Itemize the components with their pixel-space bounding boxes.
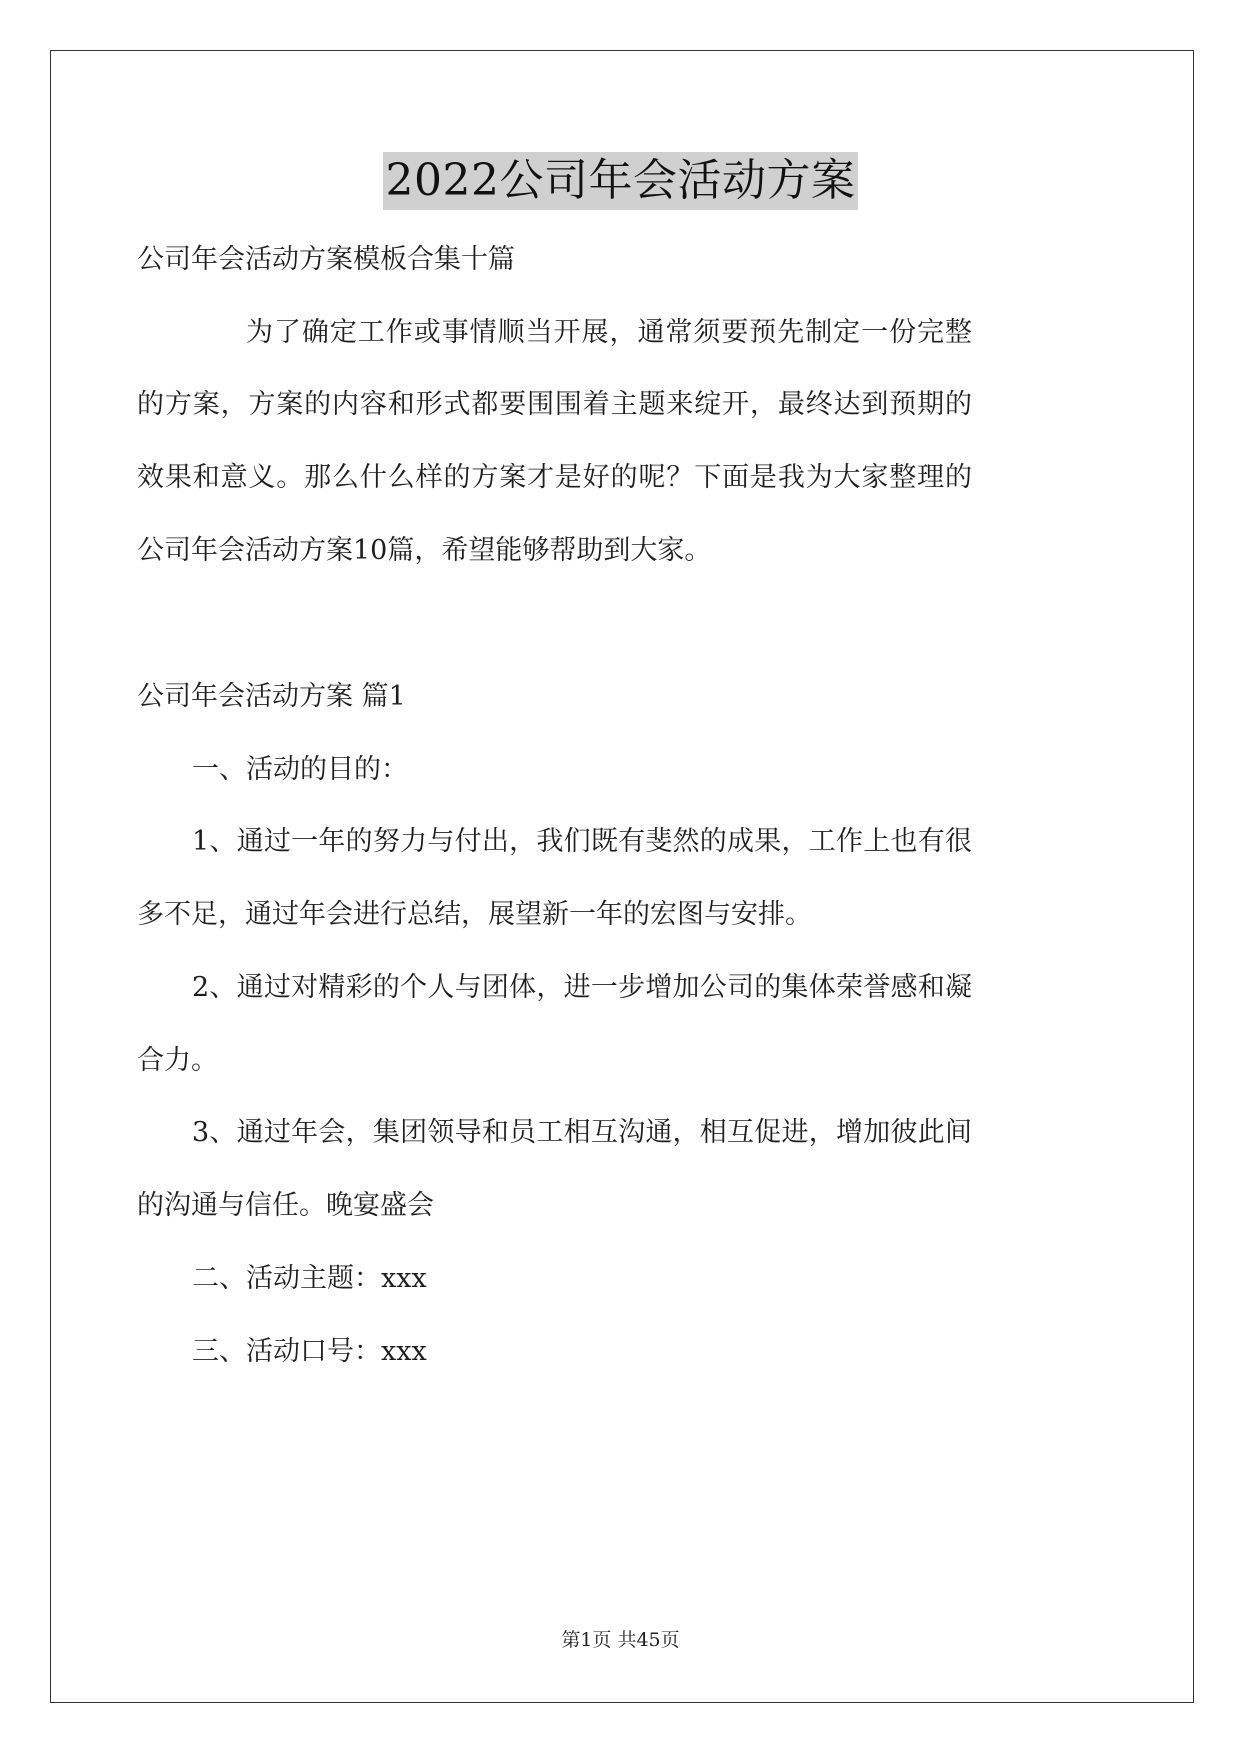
intro-line-4: 公司年会活动方案10篇，希望能够帮助到大家。 — [137, 535, 712, 566]
item3-slogan: 三、活动口号：xxx — [192, 1336, 427, 1367]
intro-line-2: 的方案，方案的内容和形式都要围围着主题来绽开，最终达到预期的 — [137, 389, 972, 420]
item2-theme: 二、活动主题：xxx — [192, 1263, 427, 1294]
document-title: 2022公司年会活动方案 — [383, 152, 859, 210]
item1-heading: 一、活动的目的： — [192, 754, 408, 785]
intro-line-3: 效果和意义。那么什么样的方案才是好的呢？下面是我为大家整理的 — [137, 462, 972, 493]
title-container — [0, 152, 1241, 210]
point2-line-1: 2、通过对精彩的个人与团体，进一步增加公司的集体荣誉感和凝 — [192, 972, 972, 1003]
intro-line-1: 为了确定工作或事情顺当开展，通常须要预先制定一份完整 — [246, 317, 972, 348]
section-heading: 公司年会活动方案 篇1 — [137, 681, 406, 712]
point2-line-2: 合力。 — [137, 1045, 218, 1076]
point3-line-1: 3、通过年会，集团领导和员工相互沟通，相互促进，增加彼此间 — [192, 1117, 972, 1148]
point1-line-1: 1、通过一年的努力与付出，我们既有斐然的成果，工作上也有很 — [192, 826, 972, 857]
page-number-footer: 第1页 共45页 — [561, 1629, 680, 1651]
point3-line-2: 的沟通与信任。晚宴盛会 — [137, 1190, 434, 1221]
document-subtitle: 公司年会活动方案模板合集十篇 — [137, 244, 515, 275]
point1-line-2: 多不足，通过年会进行总结，展望新一年的宏图与安排。 — [137, 899, 812, 930]
page-border — [50, 50, 1194, 1703]
